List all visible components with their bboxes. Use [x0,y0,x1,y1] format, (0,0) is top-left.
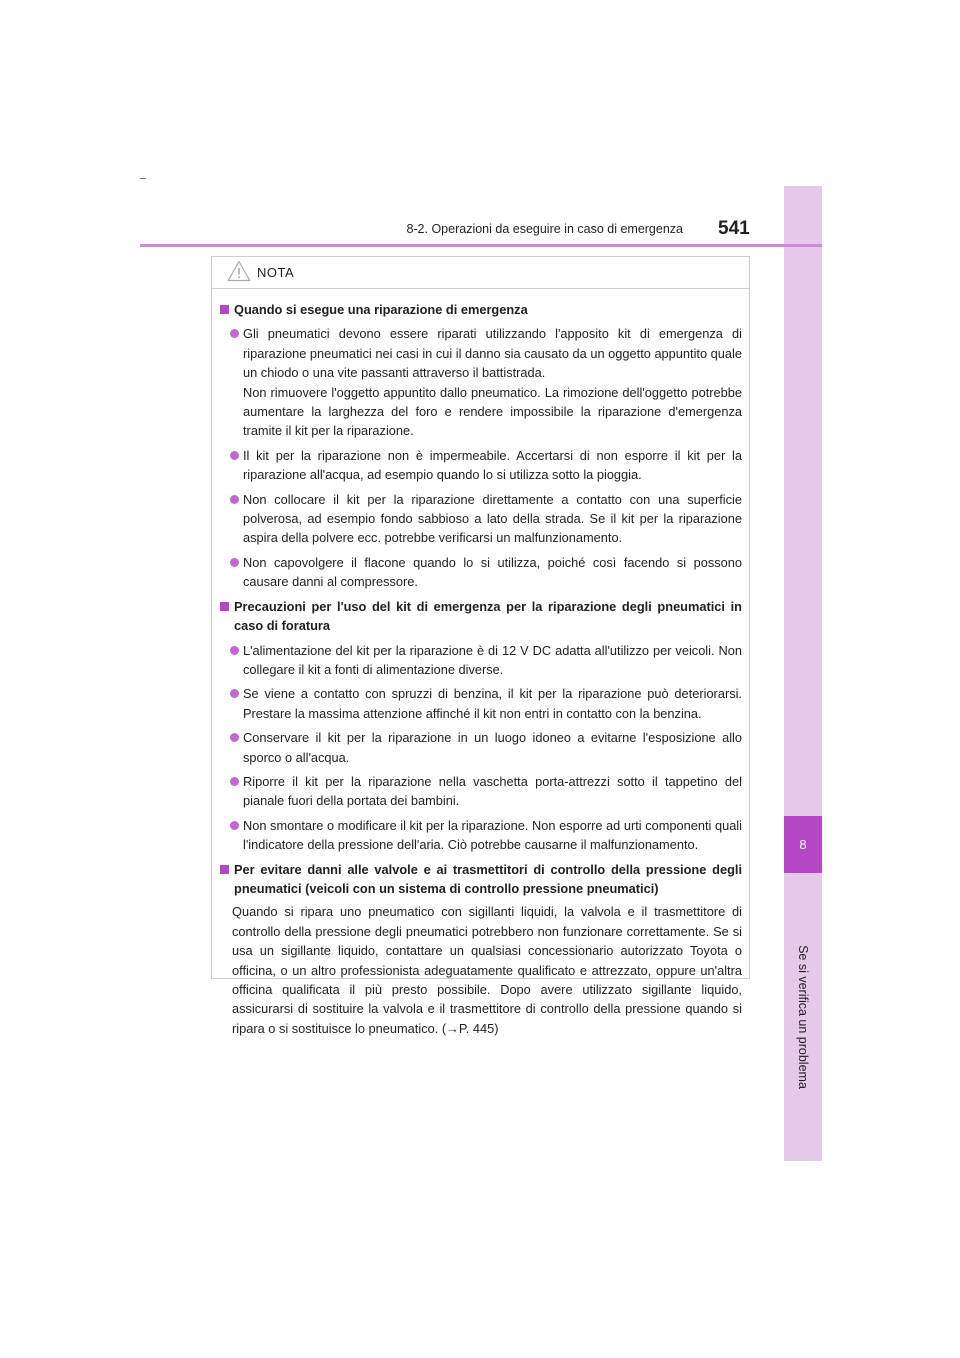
note-box [211,256,750,1036]
item-text: Non collocare il kit per la riparazione direttamente a contatto con una superficie polverosa, ad esempio fondo sabbioso a lato della strada. Se il kit per la riparazione aspira della polvere ecc. potrebbe verificarsi un malfunzionamento. [243,491,742,546]
note-body [212,289,749,1038]
note-title: NOTA [257,265,295,280]
list-item [219,553,742,592]
list-item [219,728,742,767]
bullet-icon [230,558,239,567]
bullet-icon [230,495,239,504]
bullet-icon [230,733,239,742]
square-bullet-icon [220,602,229,611]
list-item [219,816,742,855]
note-header [212,257,749,289]
bullet-icon [230,451,239,460]
bullet-icon [230,689,239,698]
item-text: Non rimuovere l'oggetto appuntito dallo pneumatico. La rimozione dell'oggetto potrebbe aumentare la larghezza del foro e rendere impossibile la riparazione d'emergenza tramite il kit per la riparazione. [243,384,742,439]
warning-icon [227,260,251,282]
chapter-tab[interactable]: 8 [784,816,822,873]
square-bullet-icon [220,305,229,314]
header-rule [140,244,822,247]
list-item [219,641,742,680]
list-item [219,684,742,723]
section-title: 8-2. Operazioni da eseguire in caso di emergenza [406,222,683,236]
bullet-icon [230,646,239,655]
item-text: Non capovolgere il flacone quando lo si utilizza, poiché così facendo si possono causare danni al compressore. [243,554,742,590]
bullet-icon [230,329,239,338]
sidebar-band-top [784,186,822,816]
item-text: Il kit per la riparazione non è impermeabile. Accertarsi di non esporre il kit per la riparazione all'acqua, ad esempio quando lo si utilizza sotto la pioggia. [243,447,742,483]
item-text: L'alimentazione del kit per la riparazione è di 12 V DC adatta all'utilizzo per veicoli. Non collegare il kit a fonti di alimentazione diverse. [243,642,742,677]
section-paragraph: Quando si ripara uno pneumatico con sigillanti liquidi, la valvola e il trasmettitore di controllo della pressione degli pneumatici potrebbero non funzionare correttamente. Se si usa un sigillante liquido, contattare un qualsiasi concessionario autorizzato Toyota o officina, o un altro professionista adeguatamente qualificato e attrezzato, oppure un'altra officina qualificata il più presto possibile. Dopo avere utilizzato sigillante liquido, assicurarsi di sostituire la valvola e il trasmettitore di controllo della pressione quando si ripara o si sostituisce lo pneumatico. (→P. 445) [232,904,742,1036]
item-text: Se viene a contatto con spruzzi di benzina, il kit per la riparazione può deteriorarsi. Prestare la massima attenzione affinché il kit non entri in contatto con la benzina. [243,686,742,721]
section-heading: Precauzioni per l'uso del kit di emergenza per la riparazione degli pneumatici in caso di foratura [219,597,742,636]
square-bullet-icon [220,865,229,874]
list-item [219,324,742,440]
bullet-icon [230,777,239,786]
item-text: Gli pneumatici devono essere riparati utilizzando l'apposito kit di emergenza di riparazione pneumatici nei casi in cui il danno sia causato da un oggetto appuntito quale un chiodo o una vite passanti attraverso il battistrada. [243,326,742,381]
item-text: Non smontare o modificare il kit per la riparazione. Non esporre ad urti componenti quali l'indicatore della pressione dell'aria. Ciò potrebbe causarne il malfunzionamento. [243,817,742,853]
section-heading: Quando si esegue una riparazione di emergenza [219,300,742,319]
section-heading: Per evitare danni alle valvole e ai trasmettitori di controllo della pressione degli pneumatici (veicoli con un sistema di controllo pressione pneumatici) [219,860,742,899]
item-text: Riporre il kit per la riparazione nella vaschetta porta-attrezzi sotto il tappetino del pianale fuori della portata dei bambini. [243,773,742,809]
list-item [219,446,742,485]
item-text: Conservare il kit per la riparazione in un luogo idoneo a evitarne l'esposizione allo sporco o all'acqua. [243,730,742,765]
page-number: 541 [718,218,750,239]
list-item [219,490,742,548]
chapter-title: Se si verifica un problema [796,945,810,1089]
list-item [219,772,742,811]
bullet-icon [230,821,239,830]
page-corner-mark [140,178,146,179]
